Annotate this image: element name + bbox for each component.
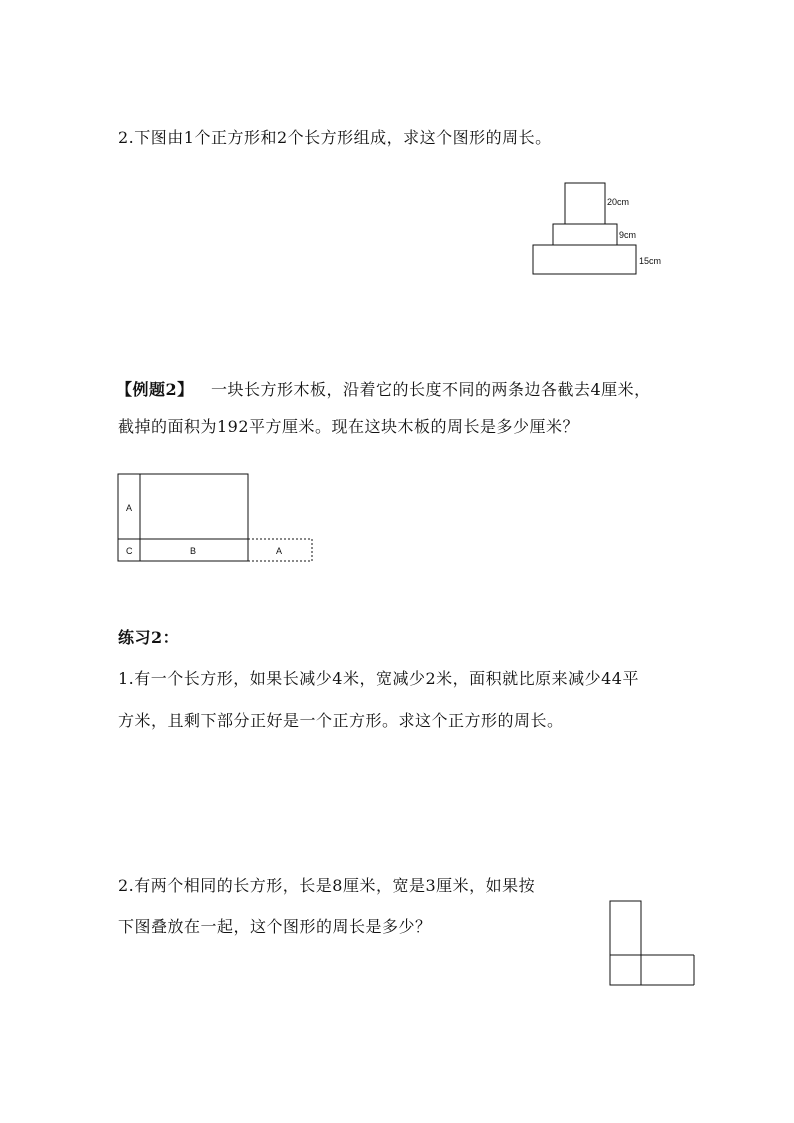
problem-2-text: 2.下图由1个正方形和2个长方形组成，求这个图形的周长。 [118,128,552,147]
board-outline [118,474,248,561]
practice-2-title: 练习2： [118,628,180,647]
example-2-line-2: 截掉的面积为192平方厘米。现在这块木板的周长是多少厘米？ [118,417,580,436]
label-20cm: 20cm [607,197,630,207]
label-9cm: 9cm [619,230,637,240]
practice-2-q1-line-2: 方米，且剩下部分正好是一个正方形。求这个正方形的周长。 [118,711,564,730]
label-15cm: 15cm [639,256,662,266]
example-2-title: 【例题2】 [116,380,194,399]
practice-2-q1-line-1: 1.有一个长方形，如果长减少4米，宽减少2米，面积就比原来减少44平 [118,669,639,688]
square-shape [565,183,605,224]
practice-2-q2-line-1: 2.有两个相同的长方形，长是8厘米，宽是3厘米，如果按 [118,876,536,895]
practice-2-q2-line-2: 下图叠放在一起，这个图形的周长是多少？ [118,917,432,936]
example-2-line-1: 一块长方形木板，沿着它的长度不同的两条边各截去4厘米， [211,380,651,399]
middle-rectangle-shape [553,224,617,245]
label-b: B [190,546,197,556]
cut-board-figure [117,473,317,565]
vertical-rectangle [610,901,641,985]
label-a-top: A [126,503,133,513]
label-c: C [126,546,133,556]
stacked-rectangles-figure [530,180,670,280]
overlapping-rectangles-figure [609,900,699,990]
bottom-rectangle-shape [533,245,636,274]
label-a-right: A [276,546,283,556]
